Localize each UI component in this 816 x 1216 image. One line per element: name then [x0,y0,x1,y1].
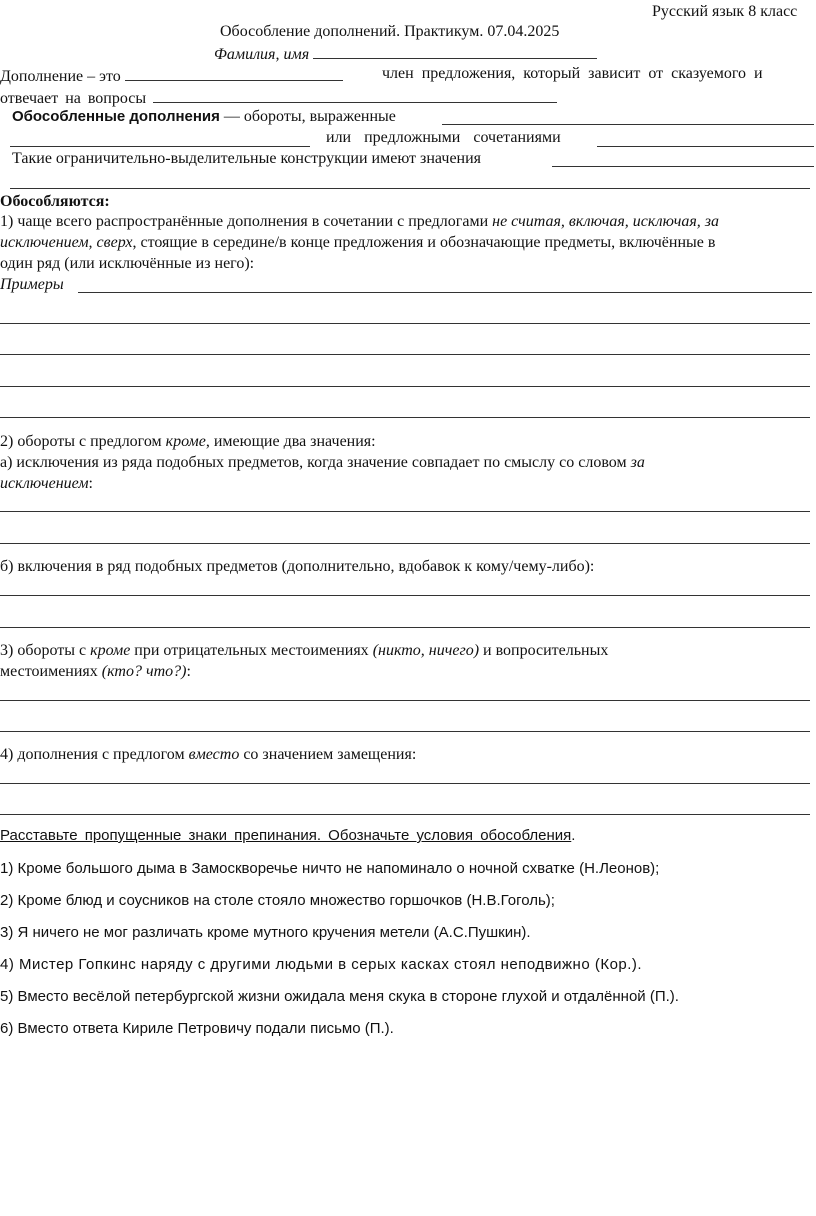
examples-blank-1[interactable] [78,292,812,293]
rule-1-line-1: 1) чаще всего распространённые дополнения в сочетании с предлогами не считая, включая, исключая, за [0,213,720,230]
rule-2b-blank-2[interactable] [0,627,810,628]
exercise-item: 5) Вместо весёлой петербургской жизни ожидала меня скука в стороне глухой и отдалённой (П.). [0,988,679,1005]
definition-blank-1[interactable] [125,64,343,81]
name-label: Фамилия, имя [214,42,597,65]
examples-blank-5[interactable] [0,417,810,418]
definition-blank-5[interactable] [597,146,814,147]
exercise-item: 2) Кроме блюд и соусников на столе стояло множество горшочков (Н.В.Гоголь); [0,892,555,909]
exercise-item: 3) Я ничего не мог различать кроме мутного кручения метели (А.С.Пушкин). [0,924,531,941]
rule-1-line-3: один ряд (или исключённые из него): [0,255,255,272]
rule-2a-line-2: исключением: [0,475,93,492]
examples-label: Примеры [0,276,64,293]
rule-4-blank-1[interactable] [0,783,810,784]
definition-line-2: отвечает на вопросы [0,86,557,109]
definition-blank-2[interactable] [153,86,557,103]
examples-blank-3[interactable] [0,354,810,355]
page-title: Обособление дополнений. Практикум. 07.04.2025 [220,23,560,40]
rule-3-blank-1[interactable] [0,700,810,701]
rule-2a-blank-1[interactable] [0,511,810,512]
exercise-item: 6) Вместо ответа Кириле Петровичу подали письмо (П.). [0,1020,394,1037]
rule-1-line-2: исключением, сверх, стоящие в середине/в конце предложения и обозначающие предметы, включённые в [0,234,716,251]
definition-line-3: Обособленные дополнения — обороты, выраженные [12,108,396,125]
definition-line-1: Дополнение – это [0,64,343,87]
rule-3-line-2: местоимениях (кто? что?): [0,663,191,680]
rule-4-blank-2[interactable] [0,814,810,815]
rule-2: 2) обороты с предлогом кроме, имеющие два значения: [0,433,376,450]
definition-line-1-end: член предложения, который зависит от сказуемого и [382,65,763,82]
rule-2a-blank-2[interactable] [0,543,810,544]
examples-blank-4[interactable] [0,386,810,387]
rule-2b: б) включения в ряд подобных предметов (дополнительно, вдобавок к кому/чему-либо): [0,558,595,575]
definition-blank-6[interactable] [552,166,814,167]
definition-blank-4[interactable] [10,146,310,147]
rule-2b-blank-1[interactable] [0,595,810,596]
definition-line-4: или предложными сочетаниями [326,129,561,146]
rule-3-blank-2[interactable] [0,731,810,732]
rule-4: 4) дополнения с предлогом вместо со значением замещения: [0,746,417,763]
subject-label: Русский язык 8 класс [652,3,798,20]
rule-2a-line-1: а) исключения из ряда подобных предметов, когда значение совпадает по смыслу со словом за [0,454,645,471]
definition-blank-7[interactable] [10,188,810,189]
rules-heading: Обособляются: [0,193,110,210]
definition-blank-3[interactable] [442,124,814,125]
name-blank[interactable] [313,42,597,59]
exercise-instruction: Расставьте пропущенные знаки препинания. Обозначьте условия обособления. [0,827,576,844]
examples-blank-2[interactable] [0,323,810,324]
exercise-item: 1) Кроме большого дыма в Замоскворечье ничто не напоминало о ночной схватке (Н.Леонов); [0,860,660,877]
rule-3-line-1: 3) обороты с кроме при отрицательных местоимениях (никто, ничего) и вопросительных [0,642,609,659]
definition-line-5: Такие ограничительно-выделительные конструкции имеют значения [12,150,482,167]
exercise-item: 4) Мистер Гопкинс наряду с другими людьми в серых касках стоял неподвижно (Кор.). [0,956,643,973]
